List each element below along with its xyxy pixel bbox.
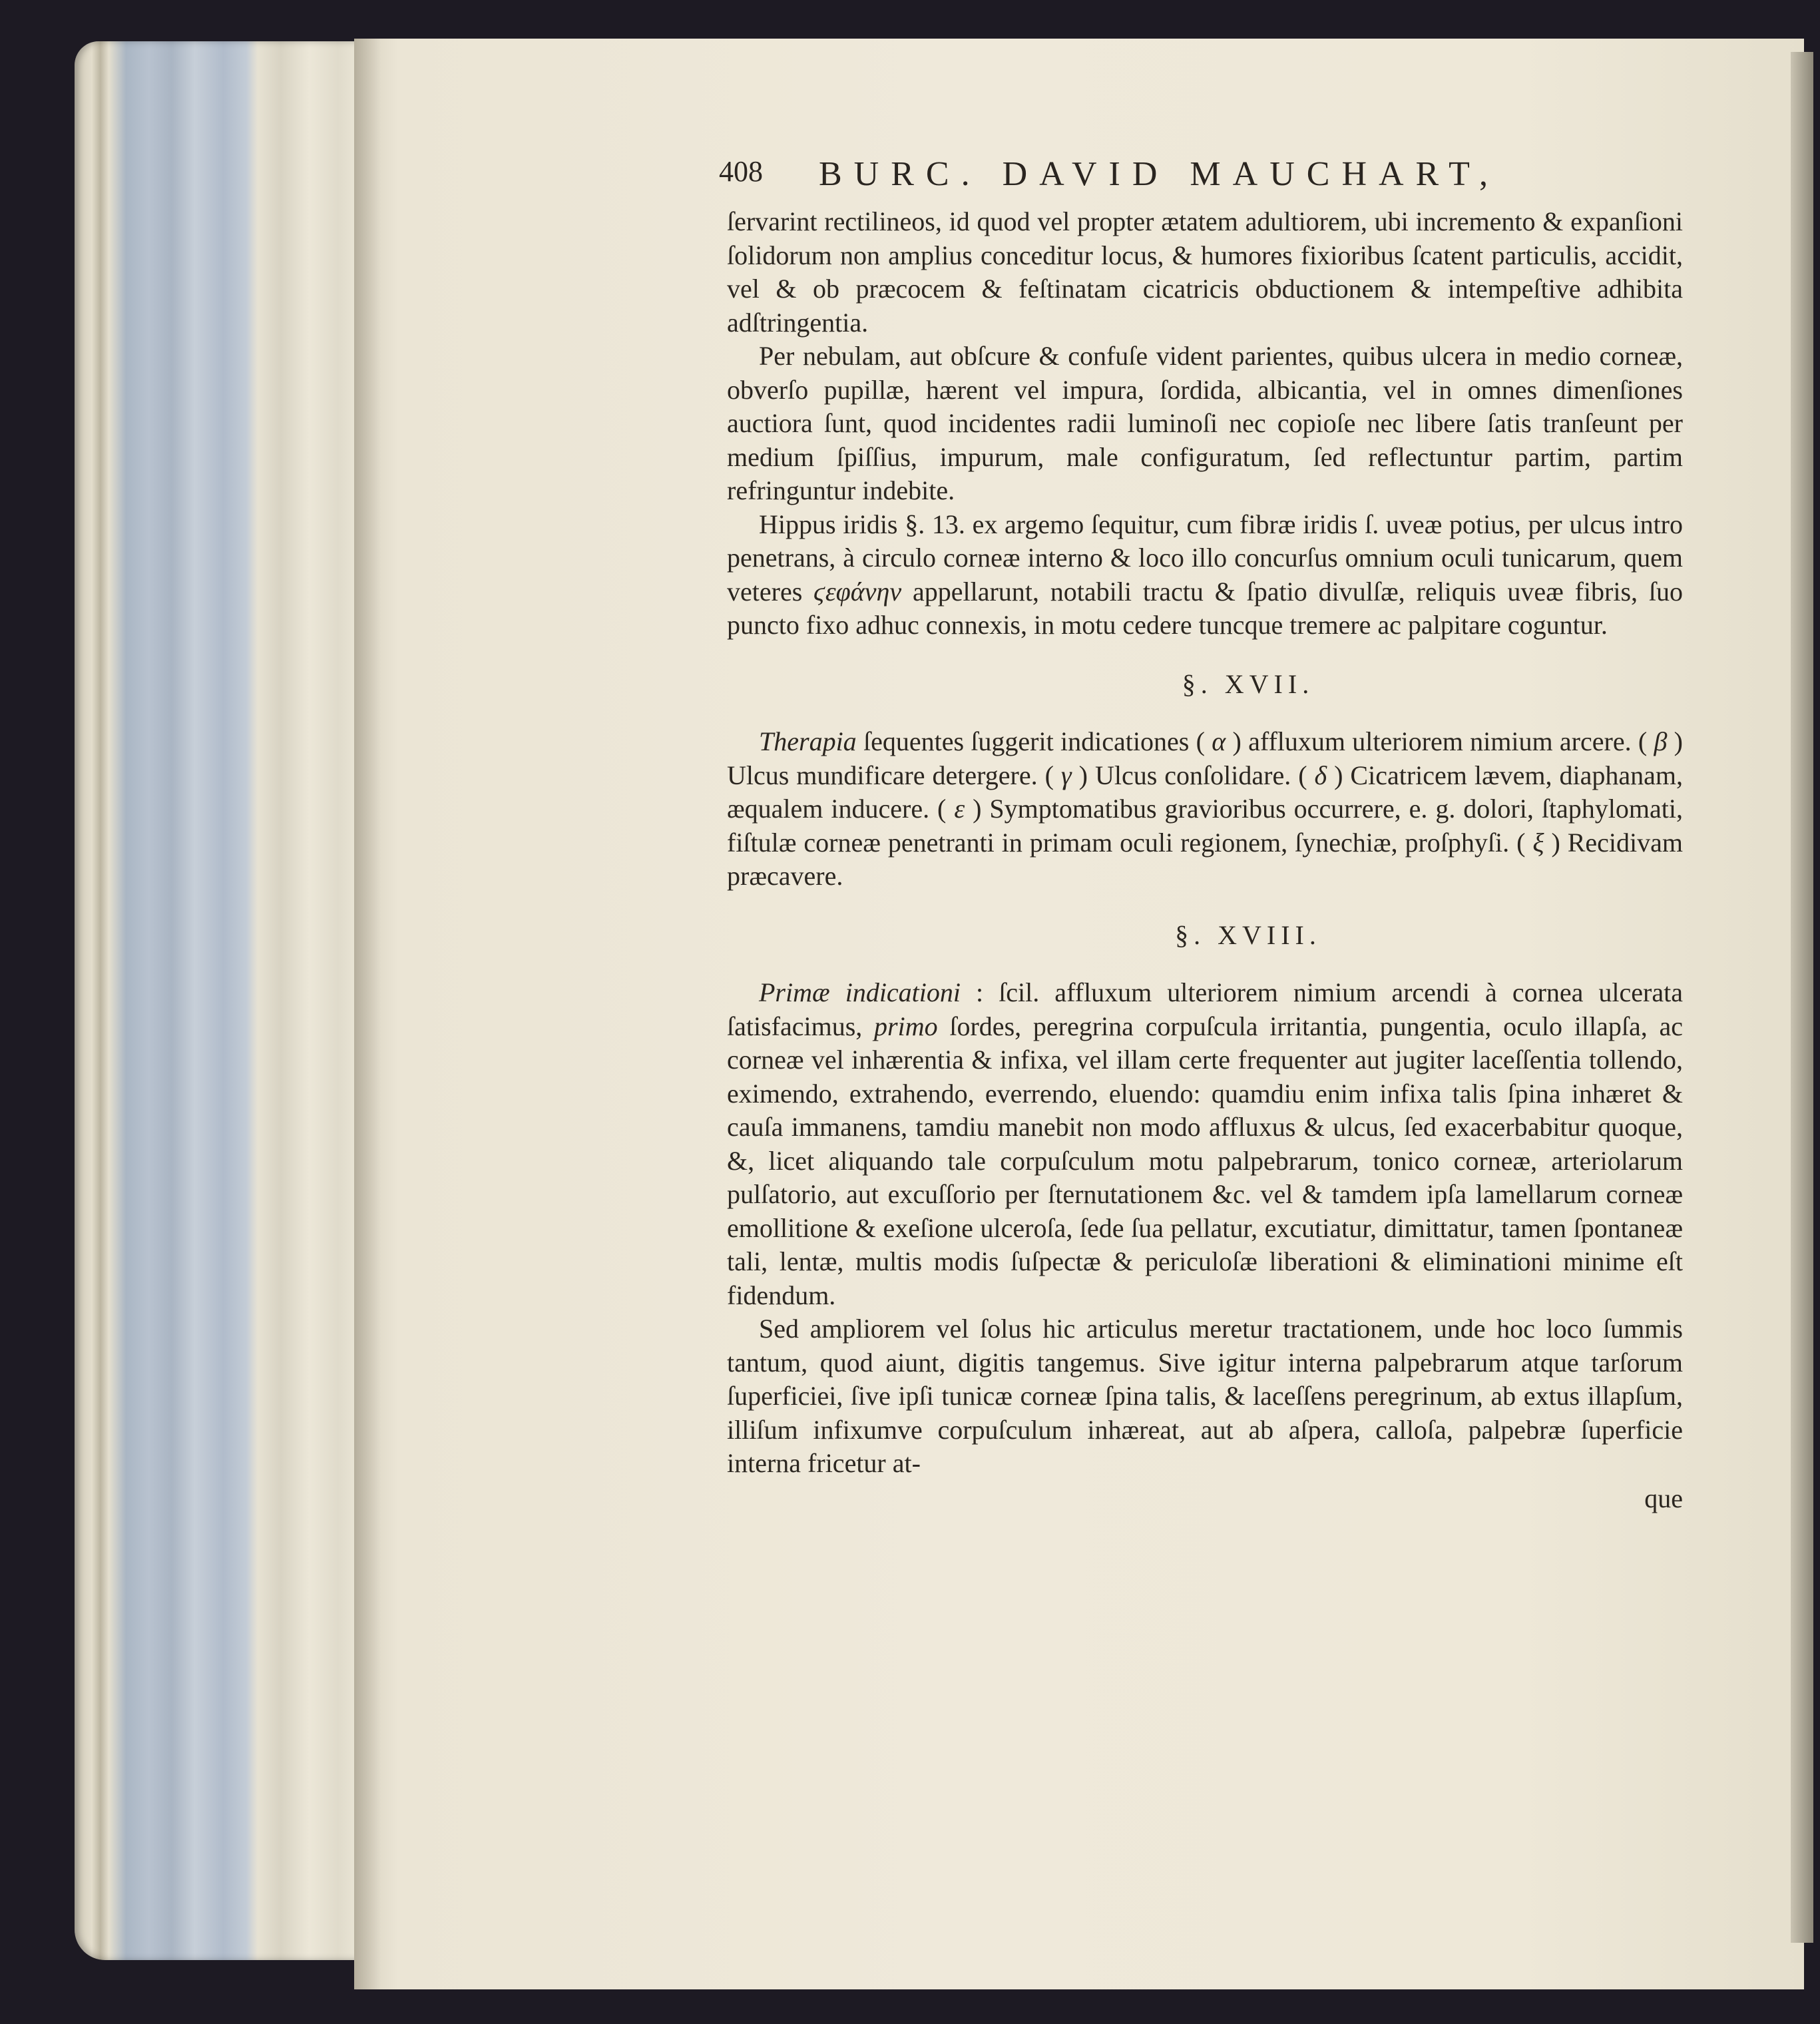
section-heading: §. XVIII. bbox=[1175, 919, 1321, 950]
italic-run: ε bbox=[954, 794, 965, 824]
text-run: ſequentes ſuggerit indicationes ( bbox=[856, 726, 1212, 756]
italic-run: Therapia bbox=[759, 726, 857, 756]
text-run: Hippus iridis §. 13. ex argemo ſequitur, cum fibræ iridis ſ. uveæ potius, per ulcus intro penetrans, à circulo corneæ interno & loco illo concurſus omnium oculi tunicarum, quem veteres bbox=[727, 509, 1683, 607]
paragraph bbox=[727, 205, 1683, 340]
section-heading: §. XVII. bbox=[1182, 668, 1315, 699]
text-run: ) Recidivam præcavere. bbox=[727, 827, 1684, 891]
text-run: ) Symptomatibus gravioribus occurrere, e. g. dolori, ſtaphylomati, fiſtulæ corneæ penetranti in primam oculi regionem, ſynechiæ, proſphyſi. ( bbox=[727, 794, 1684, 858]
italic-run: ξ bbox=[1532, 827, 1544, 858]
text-run: ſordes, peregrina corpuſcula irritantia, pungentia, oculo illapſa, ac corneæ vel inhærentia & infixa, vel illam certe frequenter aut jugiter laceſſentia tollendo, eximendo, extrahendo, everrendo, eluendo: quamdiu enim infixa talis ſpina inhæret & cauſa immanens, tamdiu manebit non modo affluxus & ulcus, ſed exacerbabitur quoque, &, licet aliquando tale corpuſculum motu palpebrarum, tonico corneæ, arteriolarum pulſatorio, aut excuſſorio per ſternutationem &c. vel & tamdem ipſa lamellarum corneæ emollitione & exeſione ulceroſa, ſede ſua pellatur, excutiatur, dimittatur, tamen ſpontaneæ tali, lentæ, multis modis ſuſpectæ & periculoſæ liberationi & eliminationi minime eſt fidendum. bbox=[727, 1011, 1684, 1310]
catchword: que bbox=[1644, 1483, 1683, 1513]
paragraph bbox=[727, 725, 1683, 893]
gutter-shadow bbox=[354, 39, 381, 1989]
text-run: ) Ulcus conſolidare. ( bbox=[1071, 760, 1315, 790]
text-run: appellarunt, notabili tractu & ſpatio divulſæ, reliquis uveæ fibris, ſuo puncto fixo adhuc connexis, in motu cedere tuncque tremere ac palpitare coguntur. bbox=[727, 576, 1684, 640]
italic-run: ϛεφάνην bbox=[813, 576, 902, 607]
paragraph bbox=[727, 508, 1683, 642]
italic-run: δ bbox=[1314, 760, 1327, 790]
text-run: : ſcil. affluxum ulteriorem nimium arcendi à cornea ulcerata ſatisfacimus, bbox=[727, 977, 1683, 1041]
text-run: Per nebulam, aut obſcure & confuſe vident parientes, quibus ulcera in medio corneæ, obverſo pupillæ, hærent vel impura, ſordida, albicantia, vel in omnes dimenſiones auctiora ſunt, quod incidentes radii luminoſi nec copioſe nec libere ſatis tranſeunt per medium ſpiſſius, impurum, male configuratum, ſed reflectuntur partim, partim refringuntur indebite. bbox=[727, 341, 1683, 505]
text-run: Sed ampliorem vel ſolus hic articulus meretur tractationem, unde hoc loco ſummis tantum, quod aiunt, digitis tangemus. Sive igitur interna palpebrarum atque tarſorum ſuperficiei, ſive ipſi tunicæ corneæ ſpina talis, & laceſſens peregrinum, ab extus illapſum, illiſum infixumve corpuſculum inhæreat, aut ab aſpera, calloſa, palpebræ ſuperficie interna fricetur at- bbox=[727, 1314, 1683, 1478]
text-run: ) Ulcus mundificare detergere. ( bbox=[727, 726, 1683, 790]
text-run: ) affluxum ulteriorem nimium arcere. ( bbox=[1226, 726, 1654, 756]
italic-run: Primæ indicationi bbox=[759, 977, 961, 1007]
book-fore-edge bbox=[75, 41, 361, 1960]
facing-page-edge bbox=[1791, 52, 1813, 1943]
italic-run: α bbox=[1212, 726, 1226, 756]
italic-run: primo bbox=[874, 1011, 938, 1041]
paragraph bbox=[727, 976, 1683, 1312]
running-title: BURC. DAVID MAUCHART, bbox=[819, 155, 1500, 193]
page-number: 408 bbox=[719, 155, 763, 188]
italic-run: γ bbox=[1060, 760, 1072, 790]
text-run: ) Cicatricem lævem, diaphanam, æqualem inducere. ( bbox=[727, 760, 1684, 824]
paragraph bbox=[727, 1312, 1683, 1481]
italic-run: β bbox=[1654, 726, 1668, 756]
text-run: ſervarint rectilineos, id quod vel propter ætatem adultiorem, ubi incremento & expanſioni ſolidorum non amplius conceditur locus, & humores fixioribus ſcatent particulis, accidit, vel & ob præcocem & feſtinatam cicatricis obductionem & intempeſtive adhibita adſtringentia. bbox=[727, 206, 1683, 338]
body-text bbox=[727, 205, 1683, 1515]
paragraph bbox=[727, 340, 1683, 508]
running-header bbox=[719, 154, 1737, 201]
